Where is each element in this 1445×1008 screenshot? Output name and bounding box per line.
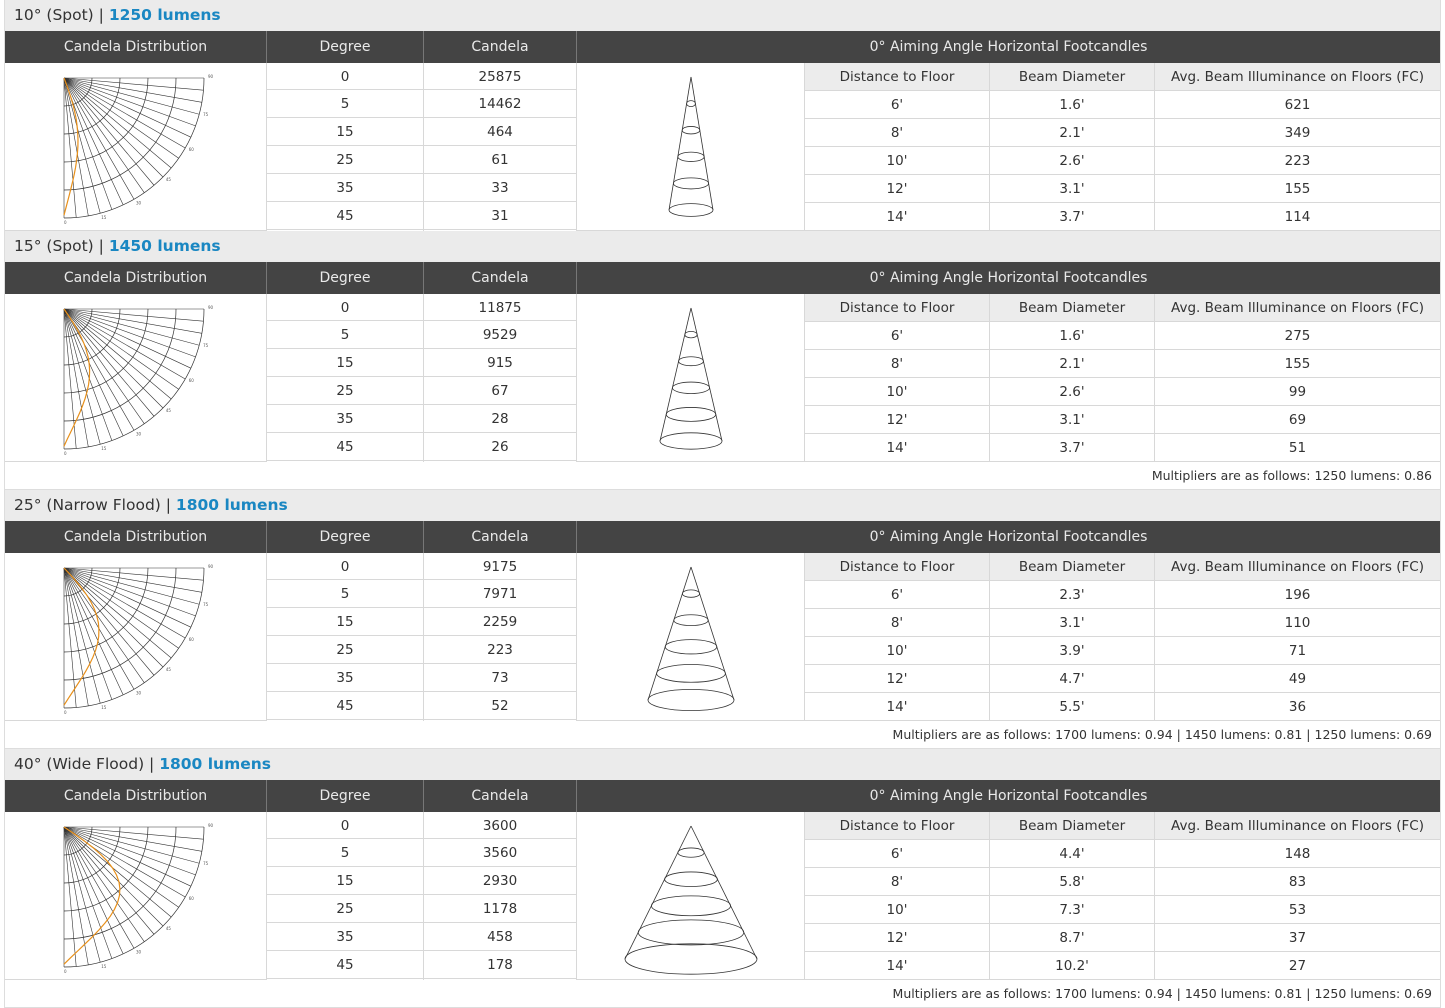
degree-cell: 5: [267, 321, 423, 349]
candela-cell: 25875: [424, 63, 576, 90]
degree-cell: 35: [267, 664, 423, 692]
degree-cell: 5: [267, 580, 423, 608]
polar-grid-svg: [56, 72, 216, 225]
header-illuminance: Avg. Beam Illuminance on Floors (FC): [1155, 553, 1440, 581]
polar-grid-svg: [56, 303, 216, 456]
header-candela-distribution: Candela Distribution: [5, 521, 267, 553]
cone-ring: [686, 100, 695, 106]
candela-cell: 73: [424, 664, 576, 692]
candela-cell: 458: [424, 923, 576, 951]
distance-cell: 6': [805, 322, 990, 350]
footcandle-row: [805, 147, 1440, 175]
header-candela: Candela: [424, 262, 577, 294]
header-beam-diameter: Beam Diameter: [990, 63, 1155, 91]
degree-cell: 5: [267, 839, 423, 867]
degree-column: [267, 63, 424, 231]
table-header: [5, 780, 1440, 812]
header-candela: Candela: [424, 780, 577, 812]
footcandle-row: [805, 896, 1440, 924]
header-illuminance: Avg. Beam Illuminance on Floors (FC): [1155, 812, 1440, 840]
candela-column: [424, 63, 577, 231]
distance-cell: 8': [805, 609, 990, 637]
footcandle-table: [805, 812, 1440, 980]
footcandle-row: [805, 322, 1440, 350]
illuminance-cell: 155: [1155, 175, 1440, 203]
polar-spoke: [64, 568, 203, 580]
cone-ring: [666, 407, 716, 421]
cone-ring: [673, 614, 707, 625]
section-title: 15° (Spot) | 1450 lumens: [5, 231, 1440, 262]
polar-spoke: [64, 309, 203, 321]
header-candela: Candela: [424, 521, 577, 553]
degree-cell: 15: [267, 349, 423, 377]
candela-cell: 11875: [424, 294, 576, 321]
polar-spoke: [64, 827, 203, 839]
section-title: 10° (Spot) | 1250 lumens: [5, 0, 1440, 31]
polar-tick-label: 45: [165, 925, 171, 931]
footcandle-row: [805, 924, 1440, 952]
cone-ring: [684, 331, 696, 337]
polar-tick-label: 0: [63, 709, 67, 715]
polar-tick-label: 75: [202, 601, 208, 607]
cone-svg: [591, 562, 791, 712]
degree-cell: 45: [267, 951, 423, 979]
illuminance-cell: 69: [1155, 406, 1440, 434]
polar-tick-label: 90: [207, 304, 213, 310]
footcandle-header-row: [805, 553, 1440, 581]
candela-cell: 464: [424, 118, 576, 146]
illuminance-cell: 155: [1155, 350, 1440, 378]
illuminance-cell: 53: [1155, 896, 1440, 924]
illuminance-cell: 114: [1155, 203, 1440, 231]
multipliers-note: Multipliers are as follows: 1700 lumens: 0.94 | 1450 lumens: 0.81 | 1250 lumens: 0.69: [5, 980, 1440, 1008]
distance-cell: 14': [805, 203, 990, 231]
degree-cell: 25: [267, 895, 423, 923]
candela-cell: 28: [424, 405, 576, 433]
distance-cell: 10': [805, 378, 990, 406]
table-header: [5, 31, 1440, 63]
beam-diameter-cell: 10.2': [990, 952, 1155, 980]
degree-cell: 45: [267, 202, 423, 230]
polar-tick-label: 30: [135, 199, 141, 205]
candela-column: [424, 553, 577, 721]
degree-cell: 0: [267, 812, 423, 839]
footcandle-row: [805, 665, 1440, 693]
section-title: 40° (Wide Flood) | 1800 lumens: [5, 749, 1440, 780]
candela-cell: 915: [424, 349, 576, 377]
beam-diameter-cell: 8.7': [990, 924, 1155, 952]
distance-cell: 12': [805, 406, 990, 434]
distance-cell: 14': [805, 693, 990, 721]
illuminance-cell: 196: [1155, 581, 1440, 609]
footcandle-table: [805, 294, 1440, 462]
illuminance-cell: 51: [1155, 434, 1440, 462]
beam-diameter-cell: 7.3': [990, 896, 1155, 924]
beam-diameter-cell: 1.6': [990, 322, 1155, 350]
section-title: 25° (Narrow Flood) | 1800 lumens: [5, 490, 1440, 521]
cone-ring: [682, 589, 699, 596]
degree-cell: 35: [267, 405, 423, 433]
footcandle-table: [805, 63, 1440, 231]
beam-cone-diagram: [577, 812, 805, 980]
illuminance-cell: 99: [1155, 378, 1440, 406]
table-body: [5, 553, 1440, 721]
beam-diameter-cell: 5.8': [990, 868, 1155, 896]
polar-tick-label: 45: [165, 407, 171, 413]
footcandle-table: [805, 553, 1440, 721]
footcandle-row: [805, 434, 1440, 462]
header-illuminance: Avg. Beam Illuminance on Floors (FC): [1155, 294, 1440, 322]
beam-cone-diagram: [577, 553, 805, 721]
degree-column: [267, 812, 424, 980]
header-candela-distribution: Candela Distribution: [5, 31, 267, 63]
table-body: [5, 294, 1440, 462]
distance-cell: 12': [805, 924, 990, 952]
polar-tick-label: 0: [63, 968, 67, 974]
cone-ring: [665, 639, 717, 653]
polar-tick-label: 15: [100, 214, 106, 220]
polar-spoke: [64, 78, 203, 90]
degree-cell: 25: [267, 636, 423, 664]
candela-cell: 67: [424, 377, 576, 405]
candela-cell: 223: [424, 636, 576, 664]
distance-cell: 8': [805, 868, 990, 896]
polar-tick-label: 45: [165, 176, 171, 182]
table-header: [5, 521, 1440, 553]
beam-angle-label: 25° (Narrow Flood): [14, 496, 161, 514]
footcandle-row: [805, 637, 1440, 665]
illuminance-cell: 275: [1155, 322, 1440, 350]
degree-column: [267, 294, 424, 462]
beam-diameter-cell: 3.1': [990, 175, 1155, 203]
polar-tick-label: 75: [202, 342, 208, 348]
polar-tick-label: 90: [207, 822, 213, 828]
distance-cell: 12': [805, 175, 990, 203]
cone-svg: [591, 72, 791, 222]
polar-tick-label: 30: [135, 948, 141, 954]
footcandle-row: [805, 609, 1440, 637]
candela-cell: 3560: [424, 839, 576, 867]
cone-edge-right: [691, 826, 757, 959]
candela-column: [424, 294, 577, 462]
degree-cell: 15: [267, 608, 423, 636]
footcandle-row: [805, 952, 1440, 980]
beam-diameter-cell: 4.7': [990, 665, 1155, 693]
beam-diameter-cell: 2.3': [990, 581, 1155, 609]
cone-ring: [651, 895, 730, 915]
beam-cone-diagram: [577, 63, 805, 231]
cone-ring: [678, 356, 703, 365]
polar-spoke: [64, 568, 199, 604]
illuminance-cell: 49: [1155, 665, 1440, 693]
distance-cell: 14': [805, 952, 990, 980]
polar-tick-label: 15: [100, 963, 106, 969]
illuminance-cell: 223: [1155, 147, 1440, 175]
beam-angle-label: 15° (Spot): [14, 237, 94, 255]
polar-tick-label: 60: [188, 146, 194, 152]
polar-spoke: [64, 309, 76, 448]
header-degree: Degree: [267, 521, 424, 553]
footcandle-row: [805, 175, 1440, 203]
candela-polar-chart: [5, 553, 267, 721]
candela-cell: 14462: [424, 90, 576, 118]
lumens-label: 1800 lumens: [175, 496, 288, 514]
polar-tick-label: 15: [100, 445, 106, 451]
illuminance-cell: 71: [1155, 637, 1440, 665]
distance-cell: 10': [805, 896, 990, 924]
beam-diameter-cell: 3.9': [990, 637, 1155, 665]
beam-diameter-cell: 2.1': [990, 119, 1155, 147]
illuminance-cell: 621: [1155, 91, 1440, 119]
footcandle-row: [805, 203, 1440, 231]
beam-diameter-cell: 3.1': [990, 406, 1155, 434]
distance-cell: 12': [805, 665, 990, 693]
candela-cell: 33: [424, 174, 576, 202]
polar-spoke: [64, 309, 199, 345]
footcandle-row: [805, 868, 1440, 896]
polar-tick-label: 45: [165, 666, 171, 672]
cone-ring: [648, 689, 734, 710]
header-beam-diameter: Beam Diameter: [990, 812, 1155, 840]
candela-cell: 61: [424, 146, 576, 174]
degree-cell: 15: [267, 867, 423, 895]
polar-spoke: [64, 309, 100, 444]
photometry-section: [4, 490, 1441, 749]
degree-column: [267, 553, 424, 721]
header-distance: Distance to Floor: [805, 812, 990, 840]
cone-ring: [677, 847, 703, 856]
cone-ring: [625, 943, 757, 973]
header-candela-distribution: Candela Distribution: [5, 780, 267, 812]
header-footcandles: 0° Aiming Angle Horizontal Footcandles: [869, 270, 1148, 286]
polar-tick-label: 30: [135, 689, 141, 695]
candela-cell: 31: [424, 202, 576, 230]
distance-cell: 6': [805, 581, 990, 609]
degree-cell: 25: [267, 146, 423, 174]
degree-cell: 15: [267, 118, 423, 146]
header-candela: Candela: [424, 31, 577, 63]
degree-cell: 45: [267, 692, 423, 720]
polar-tick-label: 90: [207, 563, 213, 569]
beam-diameter-cell: 3.7': [990, 203, 1155, 231]
candela-cell: 1178: [424, 895, 576, 923]
distance-cell: 10': [805, 637, 990, 665]
polar-spoke: [64, 827, 199, 863]
illuminance-cell: 148: [1155, 840, 1440, 868]
candela-cell: 2930: [424, 867, 576, 895]
distance-cell: 10': [805, 147, 990, 175]
cone-ring: [682, 126, 700, 134]
candela-cell: 9529: [424, 321, 576, 349]
degree-cell: 35: [267, 923, 423, 951]
degree-cell: 0: [267, 63, 423, 90]
candela-cell: 178: [424, 951, 576, 979]
candela-polar-chart: [5, 812, 267, 980]
illuminance-cell: 110: [1155, 609, 1440, 637]
beam-diameter-cell: 2.1': [990, 350, 1155, 378]
lumens-label: 1250 lumens: [108, 6, 221, 24]
polar-spoke: [64, 78, 199, 114]
footcandle-row: [805, 119, 1440, 147]
polar-tick-label: 0: [63, 450, 67, 456]
degree-cell: 0: [267, 294, 423, 321]
header-degree: Degree: [267, 31, 424, 63]
header-footcandles: 0° Aiming Angle Horizontal Footcandles: [869, 39, 1148, 55]
lumens-label: 1450 lumens: [108, 237, 221, 255]
cone-ring: [677, 152, 703, 161]
candela-column: [424, 812, 577, 980]
header-candela-distribution: Candela Distribution: [5, 262, 267, 294]
distance-cell: 14': [805, 434, 990, 462]
polar-tick-label: 15: [100, 704, 106, 710]
polar-tick-label: 0: [63, 219, 67, 225]
degree-cell: 5: [267, 90, 423, 118]
beam-diameter-cell: 1.6': [990, 91, 1155, 119]
distance-cell: 8': [805, 119, 990, 147]
cone-edge-left: [669, 77, 691, 210]
beam-angle-label: 10° (Spot): [14, 6, 94, 24]
degree-cell: 25: [267, 377, 423, 405]
candela-cell: 26: [424, 433, 576, 461]
cone-ring: [656, 664, 725, 682]
polar-spoke: [64, 827, 76, 966]
cone-ring: [660, 432, 722, 448]
header-degree: Degree: [267, 780, 424, 812]
illuminance-cell: 83: [1155, 868, 1440, 896]
multipliers-note: Multipliers are as follows: 1250 lumens: 0.86: [5, 462, 1440, 490]
candela-cell: 2259: [424, 608, 576, 636]
lumens-label: 1800 lumens: [159, 755, 272, 773]
cone-ring: [673, 177, 708, 188]
header-illuminance: Avg. Beam Illuminance on Floors (FC): [1155, 63, 1440, 91]
polar-spoke: [64, 78, 76, 217]
photometric-page: [4, 0, 1441, 1008]
illuminance-cell: 27: [1155, 952, 1440, 980]
polar-tick-label: 90: [207, 73, 213, 79]
polar-tick-label: 75: [202, 860, 208, 866]
footcandle-header-row: [805, 294, 1440, 322]
footcandle-header-row: [805, 812, 1440, 840]
polar-tick-label: 75: [202, 111, 208, 117]
header-beam-diameter: Beam Diameter: [990, 294, 1155, 322]
beam-diameter-cell: 3.1': [990, 609, 1155, 637]
polar-grid-svg: [56, 562, 216, 715]
footcandle-row: [805, 91, 1440, 119]
footcandle-row: [805, 693, 1440, 721]
beam-diameter-cell: 5.5': [990, 693, 1155, 721]
candela-polar-chart: [5, 294, 267, 462]
photometry-section: [4, 231, 1441, 490]
polar-spoke: [64, 827, 100, 962]
footcandle-row: [805, 840, 1440, 868]
footcandle-row: [805, 378, 1440, 406]
table-body: [5, 812, 1440, 980]
candela-curve: [64, 827, 120, 964]
polar-spoke: [64, 568, 76, 707]
header-footcandles: 0° Aiming Angle Horizontal Footcandles: [869, 529, 1148, 545]
photometry-section: [4, 749, 1441, 1008]
multipliers-note: Multipliers are as follows: 1700 lumens: 0.94 | 1450 lumens: 0.81 | 1250 lumens: 0.69: [5, 721, 1440, 749]
illuminance-cell: 36: [1155, 693, 1440, 721]
header-distance: Distance to Floor: [805, 294, 990, 322]
footcandle-row: [805, 406, 1440, 434]
candela-cell: 9175: [424, 553, 576, 580]
beam-angle-label: 40° (Wide Flood): [14, 755, 145, 773]
polar-tick-label: 60: [188, 377, 194, 383]
beam-diameter-cell: 2.6': [990, 147, 1155, 175]
distance-cell: 6': [805, 91, 990, 119]
table-header: [5, 262, 1440, 294]
illuminance-cell: 349: [1155, 119, 1440, 147]
cone-svg: [591, 821, 791, 971]
beam-diameter-cell: 2.6': [990, 378, 1155, 406]
cone-edge-left: [625, 826, 691, 959]
candela-cell: 3600: [424, 812, 576, 839]
illuminance-cell: 37: [1155, 924, 1440, 952]
header-footcandles: 0° Aiming Angle Horizontal Footcandles: [869, 788, 1148, 804]
footcandle-row: [805, 581, 1440, 609]
cone-ring: [664, 871, 717, 886]
polar-grid-svg: [56, 821, 216, 974]
distance-cell: 6': [805, 840, 990, 868]
header-beam-diameter: Beam Diameter: [990, 553, 1155, 581]
table-body: [5, 63, 1440, 231]
header-degree: Degree: [267, 262, 424, 294]
cone-svg: [591, 303, 791, 453]
candela-cell: 7971: [424, 580, 576, 608]
header-distance: Distance to Floor: [805, 553, 990, 581]
polar-tick-label: 60: [188, 895, 194, 901]
degree-cell: 0: [267, 553, 423, 580]
candela-polar-chart: [5, 63, 267, 231]
polar-tick-label: 30: [135, 430, 141, 436]
beam-cone-diagram: [577, 294, 805, 462]
polar-tick-label: 60: [188, 636, 194, 642]
distance-cell: 8': [805, 350, 990, 378]
footcandle-header-row: [805, 63, 1440, 91]
beam-diameter-cell: 3.7': [990, 434, 1155, 462]
footcandle-row: [805, 350, 1440, 378]
cone-ring: [669, 203, 713, 216]
header-distance: Distance to Floor: [805, 63, 990, 91]
beam-diameter-cell: 4.4': [990, 840, 1155, 868]
cone-ring: [672, 382, 709, 393]
degree-cell: 45: [267, 433, 423, 461]
cone-ring: [638, 919, 744, 944]
degree-cell: 35: [267, 174, 423, 202]
cone-edge-right: [691, 77, 713, 210]
photometry-section: [4, 0, 1441, 231]
candela-cell: 52: [424, 692, 576, 720]
